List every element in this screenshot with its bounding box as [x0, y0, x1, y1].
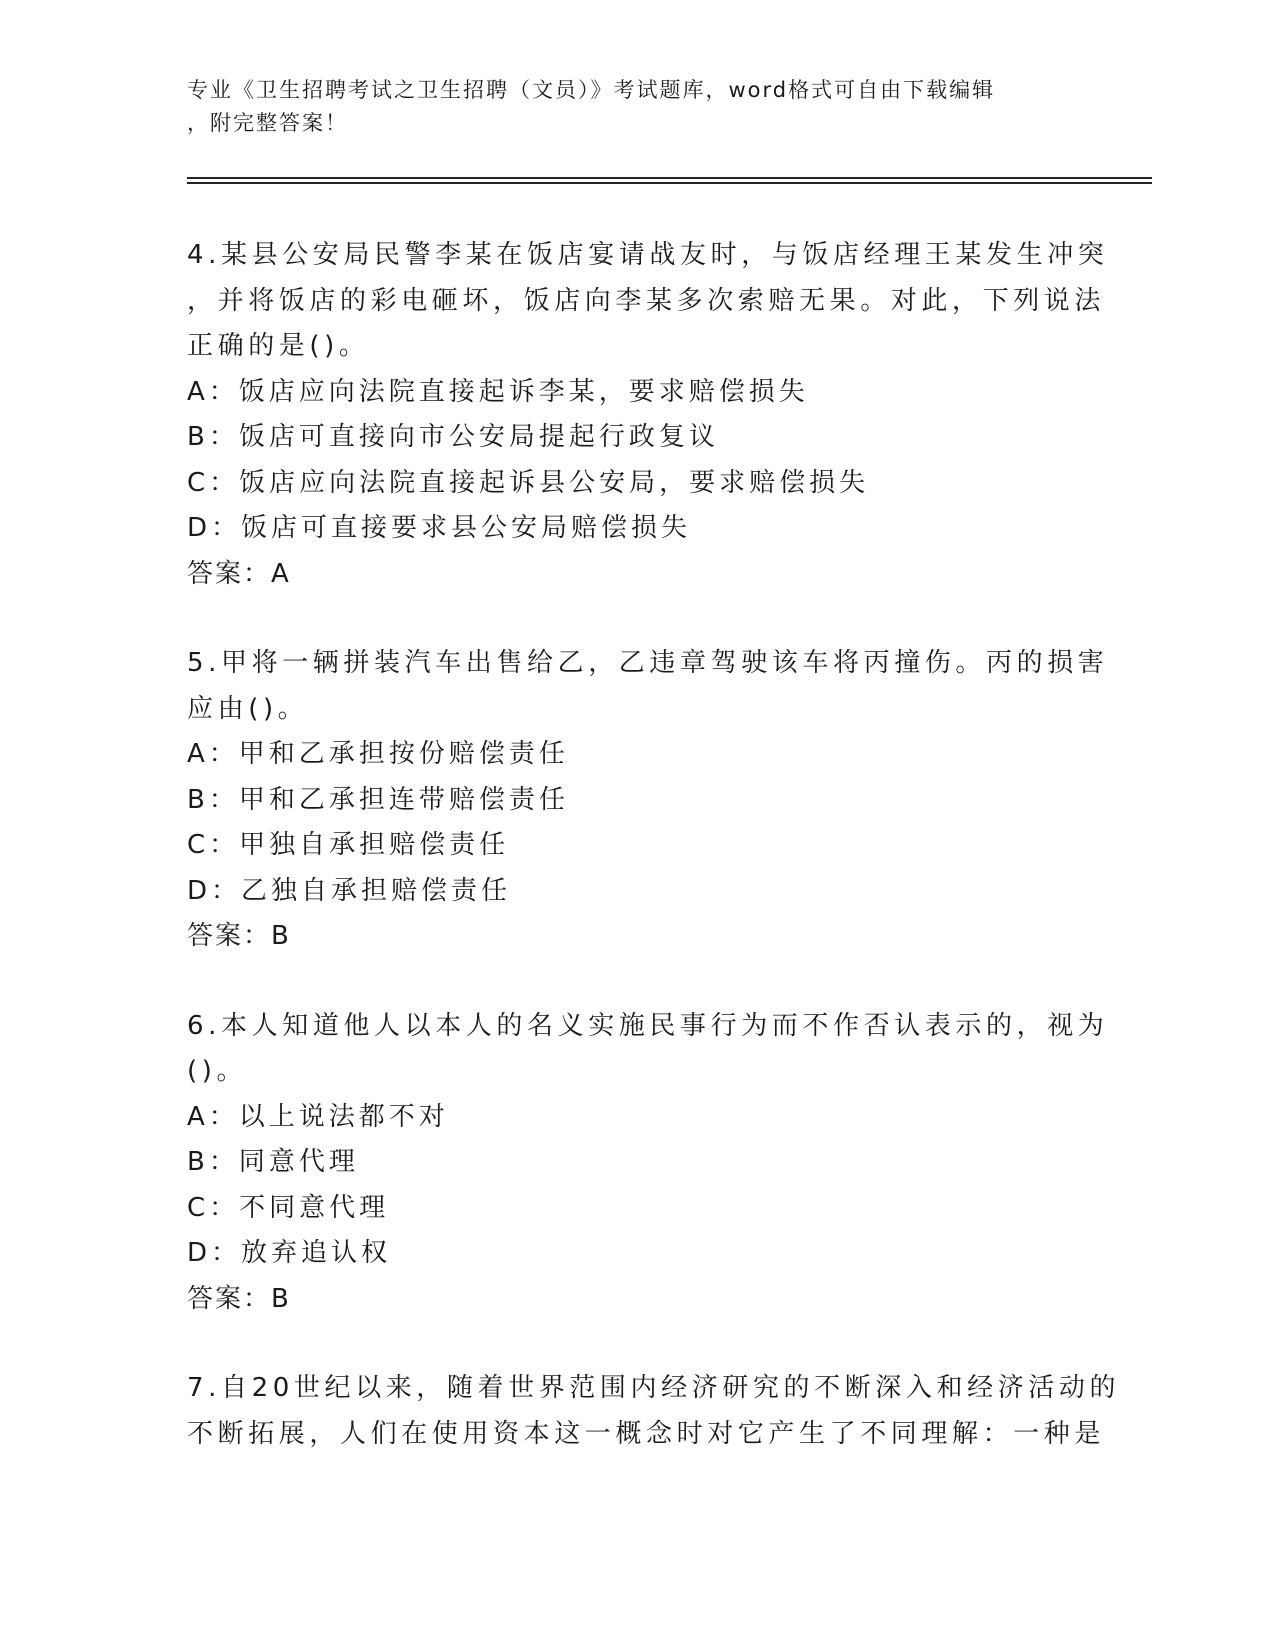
option-d: D：放弃追认权	[187, 1238, 392, 1268]
answer-line: 答案：A	[187, 558, 291, 589]
question-stem	[187, 1004, 1109, 1095]
option-b: B：同意代理	[187, 1147, 359, 1177]
answer-line: 答案：B	[187, 921, 291, 951]
document-header	[187, 74, 1067, 140]
question-stem	[187, 641, 1109, 732]
header-divider-bottom	[187, 182, 1152, 184]
option-c: C：甲独自承担赔偿责任	[187, 830, 510, 860]
stem-line: 不断拓展，人们在使用资本这一概念时对它产生了不同理解：一种是	[187, 1418, 1106, 1449]
stem-line: 6.本人知道他人以本人的名义实施民事行为而不作否认表示的，视为	[187, 1010, 1109, 1041]
stem-line: 4.某县公安局民警李某在饭店宴请战友时，与饭店经理王某发生冲突	[187, 240, 1109, 270]
option-c: C：饭店应向法院直接起诉县公安局，要求赔偿损失	[187, 467, 870, 498]
question-7	[187, 1366, 1121, 1457]
option-b: B：甲和乙承担连带赔偿责任	[187, 784, 569, 815]
question-6	[187, 1004, 1109, 1323]
question-5	[187, 641, 1109, 960]
option-a: A：以上说法都不对	[187, 1101, 449, 1132]
option-d: D：饭店可直接要求县公安局赔偿损失	[187, 513, 692, 543]
stem-line: 7.自20世纪以来，随着世界范围内经济研究的不断深入和经济活动的	[187, 1373, 1121, 1403]
header-divider-top	[187, 177, 1152, 179]
stem-line: ，并将饭店的彩电砸坏，饭店向李某多次索赔无果。对此，下列说法	[187, 285, 1106, 316]
answer-line: 答案：B	[187, 1283, 291, 1314]
stem-line: ()。	[187, 1056, 248, 1086]
option-a: A：甲和乙承担按份赔偿责任	[187, 739, 569, 769]
header-line-1: 专业《卫生招聘考试之卫生招聘（文员）》考试题库，word格式可自由下载编辑	[187, 78, 996, 102]
option-b: B：饭店可直接向市公安局提起行政复议	[187, 422, 719, 452]
header-line-2: ，附完整答案！	[187, 111, 348, 135]
question-4	[187, 233, 1109, 597]
stem-line: 应由()。	[187, 693, 309, 724]
stem-line: 5.甲将一辆拼装汽车出售给乙，乙违章驾驶该车将丙撞伤。丙的损害	[187, 648, 1109, 678]
question-stem	[187, 233, 1109, 370]
option-d: D：乙独自承担赔偿责任	[187, 875, 512, 906]
question-stem	[187, 1366, 1121, 1457]
option-a: A：饭店应向法院直接起诉李某，要求赔偿损失	[187, 376, 809, 407]
stem-line: 正确的是()。	[187, 331, 370, 361]
question-list	[187, 233, 1121, 1501]
option-c: C：不同意代理	[187, 1192, 390, 1223]
